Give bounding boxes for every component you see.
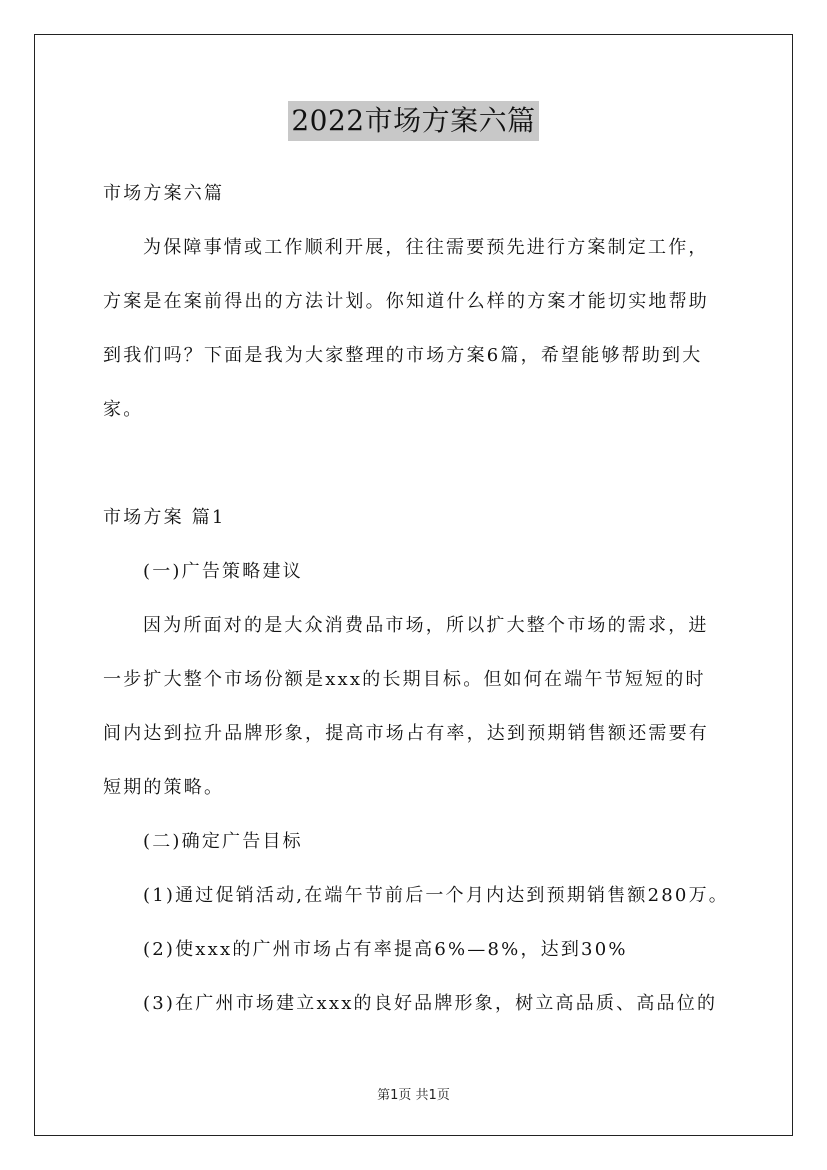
paragraph-line: 一步扩大整个市场份额是xxx的长期目标。但如何在端午节短短的时 [103,669,706,690]
paragraph-line: 到我们吗？下面是我为大家整理的市场方案6篇，希望能够帮助到大 [103,345,703,366]
list-item: (3)在广州市场建立xxx的良好品牌形象，树立高品质、高品位的 [143,993,718,1014]
document-body [103,174,731,1038]
page-footer: 第1页 共1页 [377,1088,450,1103]
paragraph-line: 为保障事情或工作顺利开展，往往需要预先进行方案制定工作， [143,237,709,258]
paragraph-line: 间内达到拉升品牌形象，提高市场占有率，达到预期销售额还需要有 [103,723,709,744]
paragraph-line: 方案是在案前得出的方法计划。你知道什么样的方案才能切实地帮助 [103,291,709,312]
document-title: 2022市场方案六篇 [288,101,538,141]
list-item: (1)通过促销活动,在端午节前后一个月内达到预期销售额280万。 [143,885,729,906]
paragraph-line: 短期的策略。 [103,777,225,798]
section-heading: 市场方案 篇1 [103,507,226,528]
title-container [0,101,827,141]
subheading: (二)确定广告目标 [143,831,303,852]
paragraph-line: 家。 [103,399,144,420]
subheading: (一)广告策略建议 [143,561,303,582]
section-heading: 市场方案六篇 [103,183,225,204]
list-item: (2)使xxx的广州市场占有率提高6%—8%，达到30% [143,939,628,960]
paragraph-line: 因为所面对的是大众消费品市场，所以扩大整个市场的需求，进 [143,615,709,636]
blank-line [103,444,731,498]
